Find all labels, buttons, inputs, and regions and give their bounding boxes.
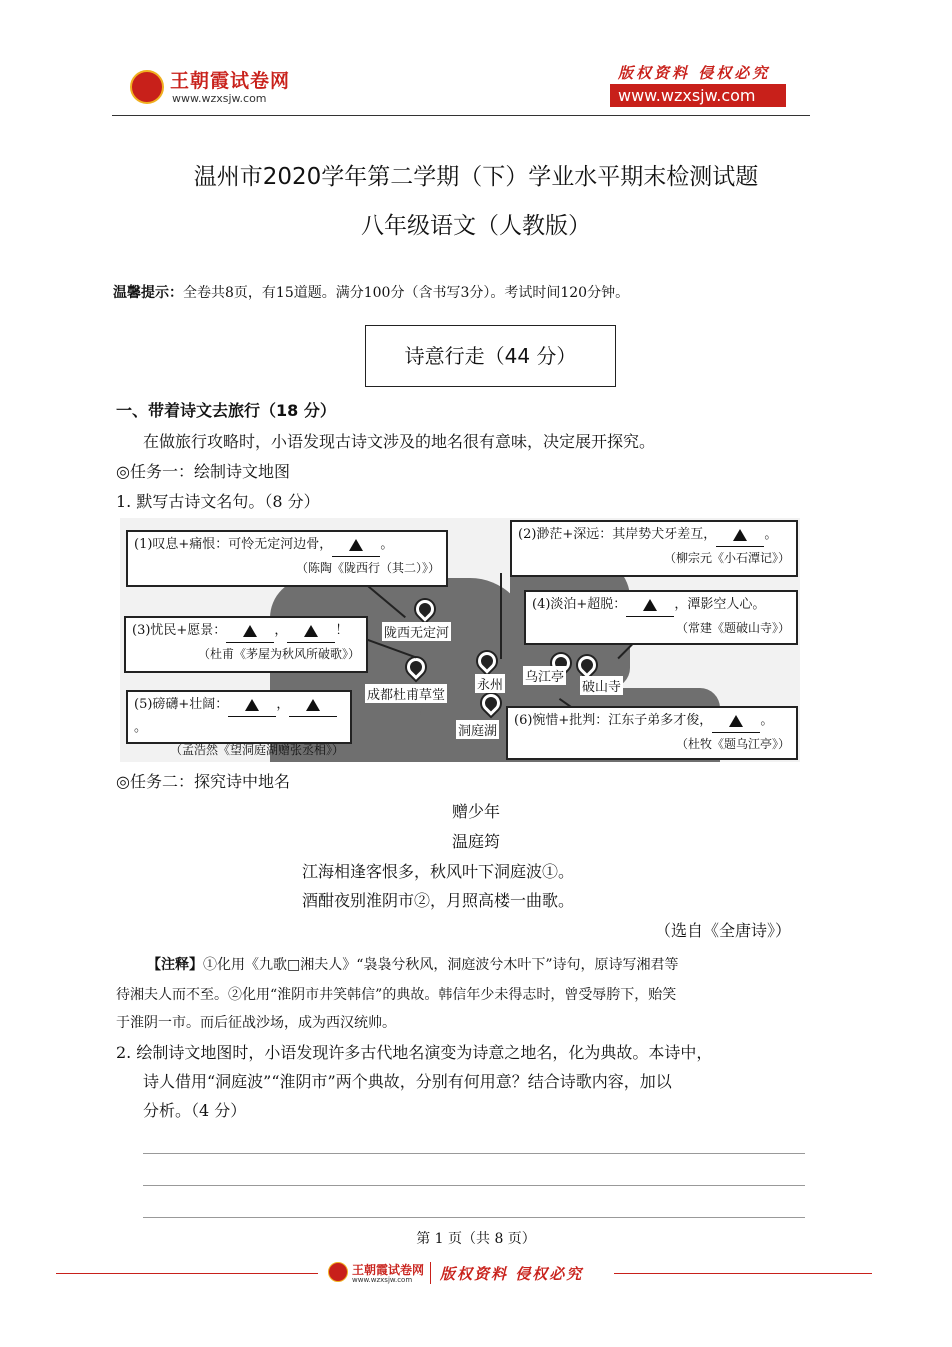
card-source: （陈陶《陇西行（其二）》） <box>295 561 440 575</box>
poem-source: （选自《全唐诗》） <box>655 921 792 940</box>
answer-line[interactable] <box>143 1153 805 1154</box>
card-text: (1)叹息+痛恨：可怜无定河边骨， <box>134 537 333 552</box>
note-line: ①化用《九歌□湘夫人》“袅袅兮秋风，洞庭波兮木叶下”诗句，原诗写湘君等 <box>203 957 679 973</box>
footer-copyright: 版权资料 侵权必究 <box>440 1265 584 1283</box>
answer-blank[interactable] <box>626 594 674 617</box>
logo-name: 王朝霞试卷网 <box>170 70 291 92</box>
triangle-icon <box>243 625 257 637</box>
copyright-text: 版权资料 侵权必究 <box>618 64 771 82</box>
page-number: 第 1 页（共 8 页） <box>416 1231 536 1247</box>
card-text: 。 <box>764 527 778 542</box>
note-line: 于淮阴一市。而后征战沙场，成为西汉统帅。 <box>116 1015 396 1031</box>
poem-card-1 <box>126 530 448 587</box>
tip-label: 温馨提示： <box>113 285 183 301</box>
header-rule <box>112 115 810 116</box>
poem-author: 温庭筠 <box>451 832 500 851</box>
card-source: （柳宗元《小石潭记》） <box>663 551 790 565</box>
card-text: 。 <box>380 537 394 552</box>
card-text: 。 <box>134 720 148 735</box>
answer-blank[interactable] <box>712 710 760 733</box>
card-text: (6)惋惜+批判：江东子弟多才俊， <box>514 713 713 728</box>
card-source: （常建《题破山寺》） <box>675 621 790 635</box>
note <box>147 950 679 980</box>
triangle-icon <box>643 599 657 611</box>
card-source: （杜牧《题乌江亭》） <box>675 737 790 751</box>
logo-emblem <box>130 70 164 104</box>
place-label: 陇西无定河 <box>382 622 451 641</box>
poem-title: 赠少年 <box>451 802 500 821</box>
place-label: 乌江亭 <box>523 666 566 685</box>
answer-blank[interactable] <box>226 620 274 643</box>
card-text: ，潭影空人心。 <box>674 597 766 612</box>
note-line: 待湘夫人而不至。②化用“淮阴市井笑韩信”的典故。韩信年少未得志时，曾受辱胯下，贻笑 <box>116 987 677 1003</box>
place-label: 成都杜甫草堂 <box>365 684 447 703</box>
triangle-icon <box>729 715 743 727</box>
url-banner: www.wzxsjw.com <box>610 84 786 107</box>
answer-line[interactable] <box>143 1185 805 1186</box>
card-text: ！ <box>335 623 349 638</box>
answer-blank[interactable] <box>228 694 276 717</box>
question-2-line: 2. 绘制诗文地图时，小语发现许多古代地名演变为诗意之地名，化为典故。本诗中， <box>116 1043 713 1062</box>
question-2-line: 分析。（4 分） <box>143 1101 247 1120</box>
section-box: 诗意行走（44 分） <box>365 325 616 387</box>
answer-blank[interactable] <box>332 534 380 557</box>
tip-text: 全卷共8页，有15道题。满分100分（含书写3分）。考试时间120分钟。 <box>183 285 630 301</box>
card-text: 。 <box>760 713 774 728</box>
place-label: 洞庭湖 <box>456 720 499 739</box>
footer-rule-right <box>614 1273 872 1274</box>
triangle-icon <box>349 539 363 551</box>
page-title: 温州市2020学年第二学期（下）学业水平期末检测试题 <box>193 164 759 190</box>
poem-card-5 <box>126 690 352 757</box>
question-2-line: 诗人借用“洞庭波”“淮阴市”两个典故，分别有何用意？结合诗歌内容，加以 <box>143 1072 672 1091</box>
note-label: 【注释】 <box>147 957 203 973</box>
poem-card-4 <box>524 590 798 645</box>
footer-logo-url: www.wzxsjw.com <box>352 1276 413 1284</box>
answer-blank[interactable] <box>289 694 337 717</box>
task2-heading: ◎任务二：探究诗中地名 <box>116 772 290 791</box>
card-text: ， <box>274 623 288 638</box>
answer-line[interactable] <box>143 1217 805 1218</box>
triangle-icon <box>245 699 259 711</box>
answer-blank[interactable] <box>287 620 335 643</box>
poem-line-1: 江海相逢客恨多，秋风叶下洞庭波①。 <box>302 862 575 881</box>
poetry-map <box>120 518 800 762</box>
card-text: (4)淡泊+超脱： <box>532 597 627 612</box>
card-source: （杜甫《茅屋为秋风所破歌》） <box>197 647 360 661</box>
triangle-icon <box>304 625 318 637</box>
poem-card-2 <box>510 520 798 577</box>
poem-card-6 <box>506 706 798 760</box>
part1-heading: 一、带着诗文去旅行（18 分） <box>116 401 336 420</box>
page-subtitle: 八年级语文（人教版） <box>361 213 591 239</box>
poem-line-2: 酒酣夜别淮阴市②，月照高楼一曲歌。 <box>302 891 575 910</box>
answer-blank[interactable] <box>716 524 764 547</box>
card-source: （孟浩然《望洞庭湖赠张丞相》） <box>169 743 344 757</box>
question-1: 1. 默写古诗文名句。（8 分） <box>116 492 320 511</box>
card-text: (2)渺茫+深远：其岸势犬牙差互， <box>518 527 717 542</box>
logo-emblem <box>328 1262 348 1282</box>
task1-heading: ◎任务一：绘制诗文地图 <box>116 462 290 481</box>
tip <box>113 282 629 302</box>
place-label: 破山寺 <box>580 676 623 695</box>
logo-url: www.wzxsjw.com <box>172 92 267 105</box>
footer-rule-left <box>56 1273 318 1274</box>
place-label: 永州 <box>475 674 505 693</box>
footer-logo-name: 王朝霞试卷网 <box>352 1263 425 1277</box>
part1-intro: 在做旅行攻略时，小语发现古诗文涉及的地名很有意味，决定展开探究。 <box>143 432 656 451</box>
triangle-icon <box>306 699 320 711</box>
card-text: ， <box>276 697 290 712</box>
poem-card-3 <box>124 616 368 673</box>
card-text: (3)忧民+愿景： <box>132 623 227 638</box>
connector <box>500 573 502 659</box>
triangle-icon <box>733 529 747 541</box>
footer-divider <box>430 1262 431 1284</box>
card-text: (5)磅礴+壮阔： <box>134 697 229 712</box>
